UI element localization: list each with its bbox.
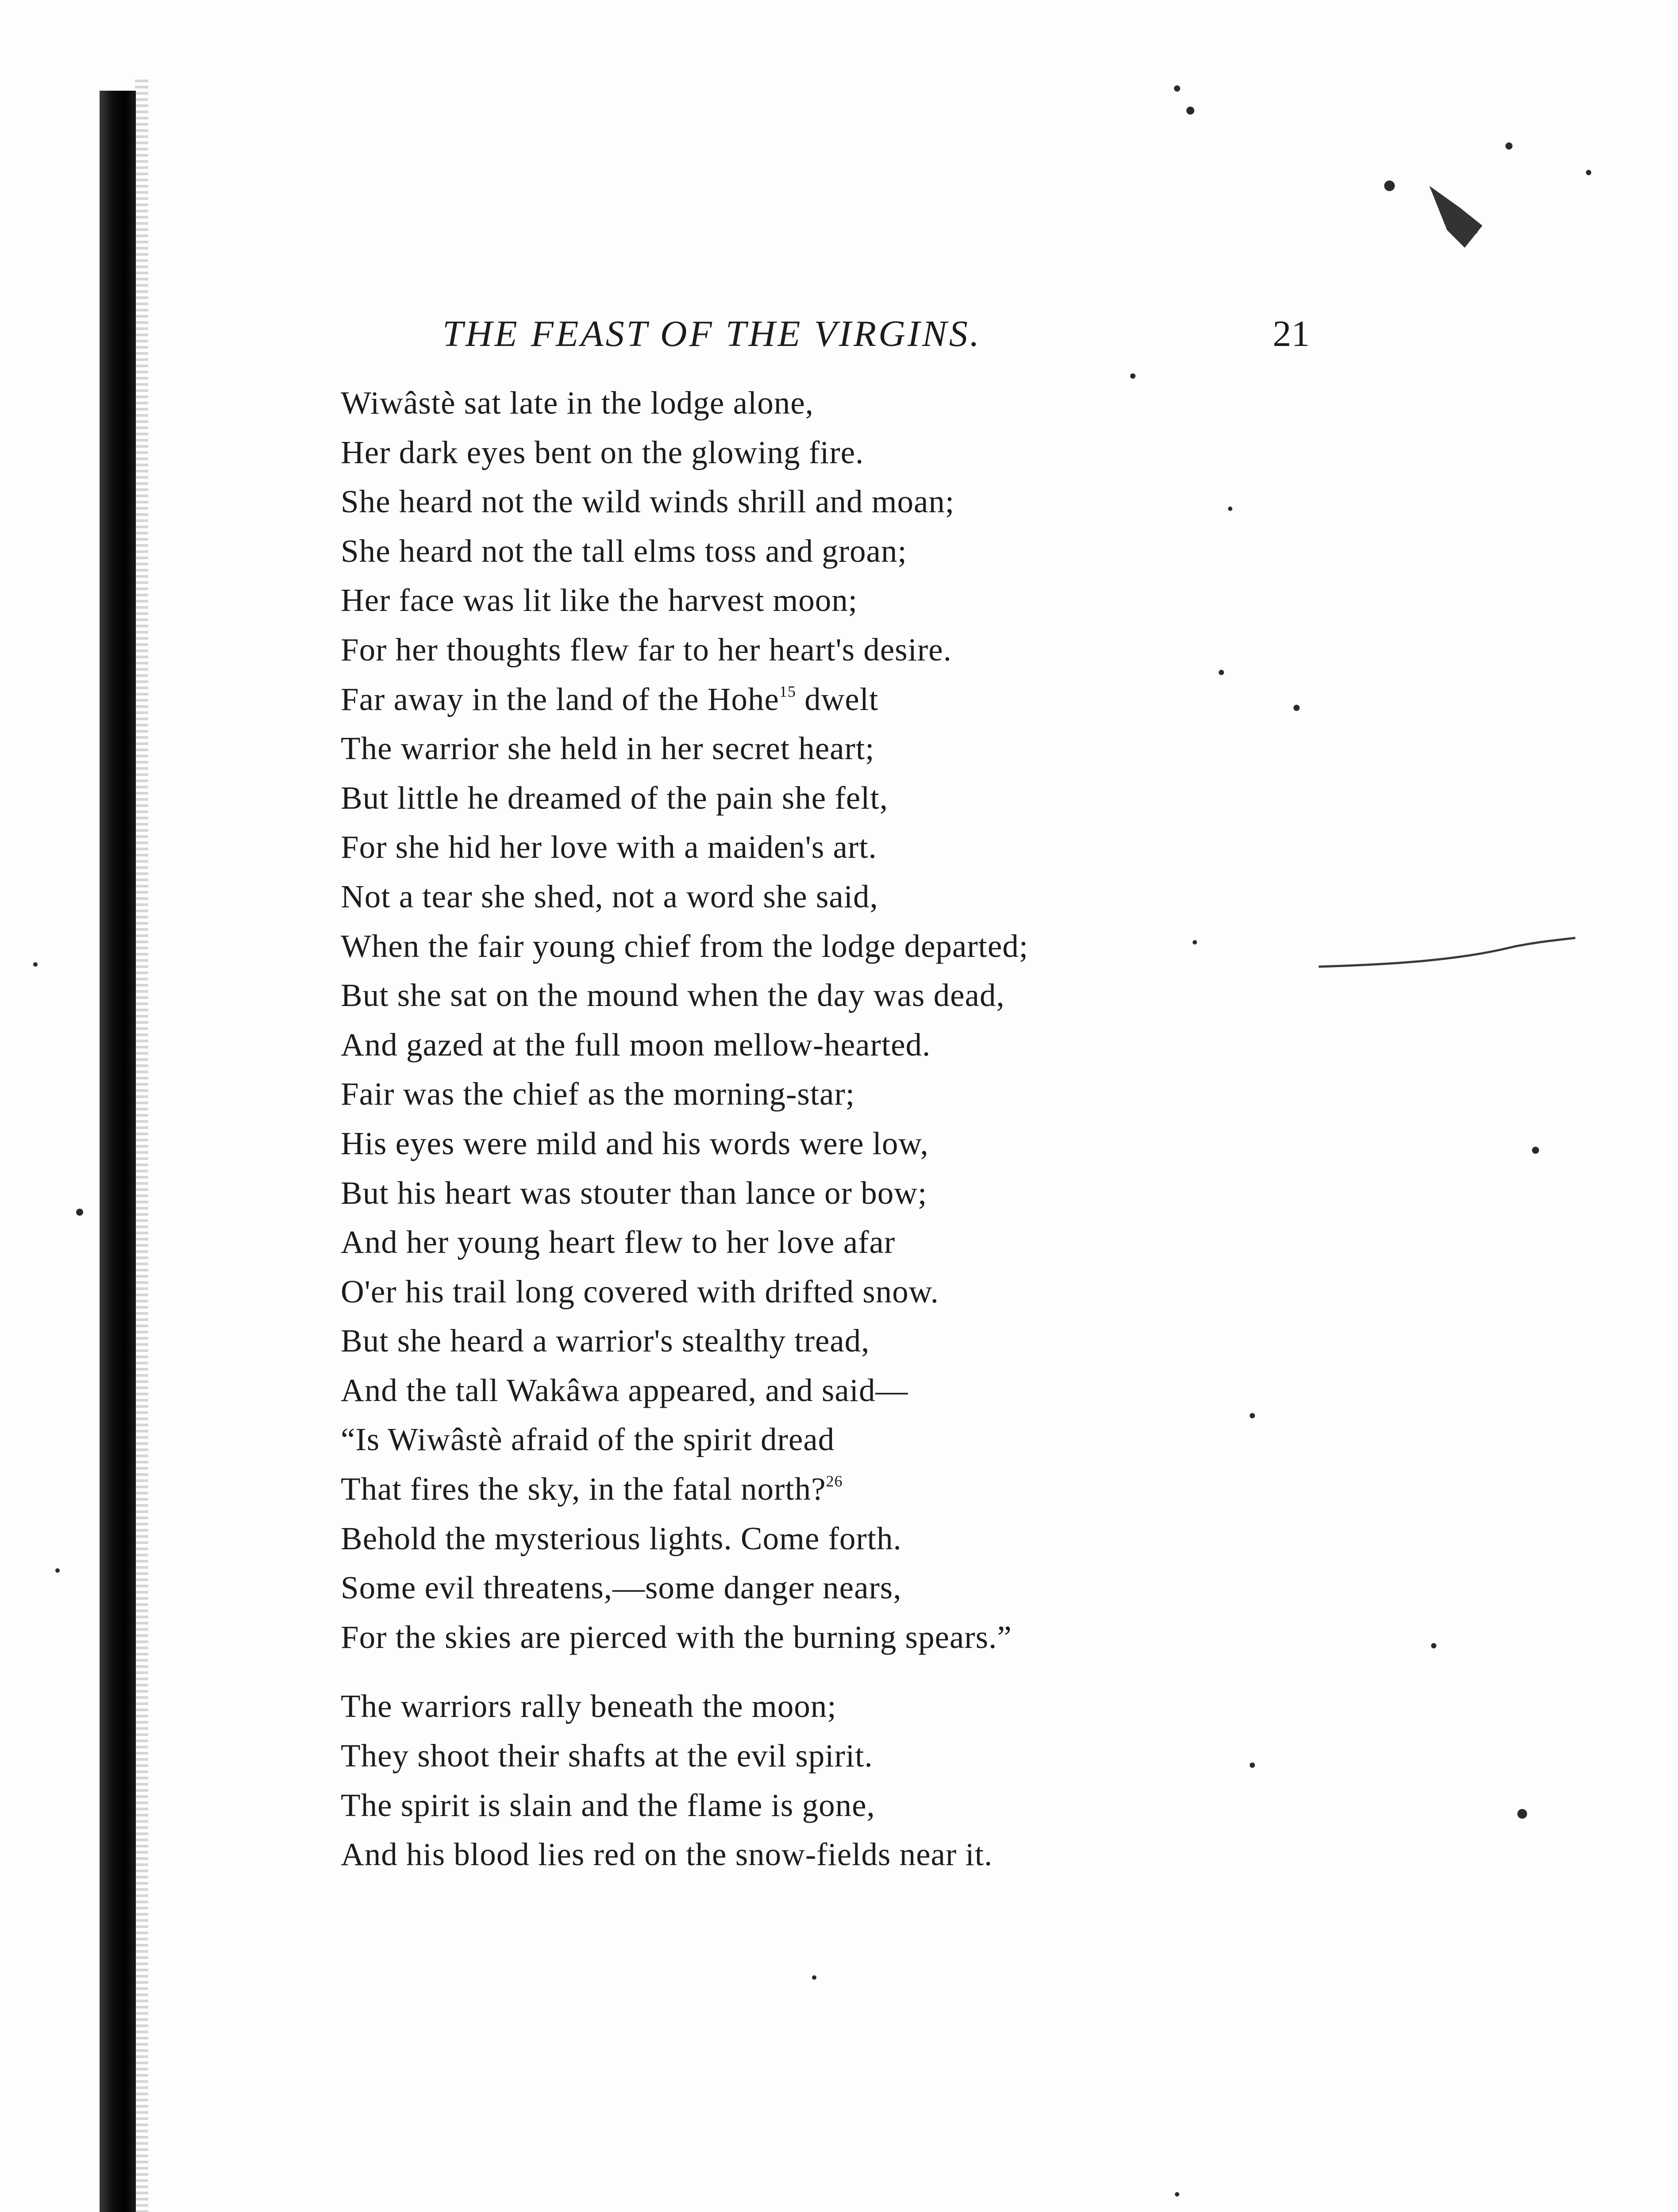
speck <box>76 1209 83 1216</box>
verse-text: The warrior she held in her secret heart; <box>341 730 875 767</box>
speck <box>1174 85 1180 92</box>
page-header <box>443 310 1310 358</box>
verse-line <box>341 1682 1226 1731</box>
verse-line <box>341 675 1226 724</box>
speck <box>55 1568 60 1573</box>
speck <box>1384 180 1395 191</box>
speck <box>1293 705 1300 711</box>
running-title: THE FEAST OF THE VIRGINS. <box>443 313 981 354</box>
verse-line <box>341 922 1226 971</box>
verse-text: And his blood lies red on the snow-fields near it. <box>341 1836 993 1873</box>
speck <box>1517 1809 1527 1819</box>
verse-line <box>341 625 1226 675</box>
verse-line <box>341 576 1226 625</box>
verse-line <box>341 1781 1226 1830</box>
verse-line <box>341 1613 1226 1662</box>
speck <box>1505 142 1513 150</box>
verse-line <box>341 526 1226 576</box>
verse-line <box>341 428 1226 477</box>
page-number: 21 <box>1273 313 1310 354</box>
verse-line <box>341 1366 1226 1415</box>
verse-line <box>341 1830 1226 1879</box>
speck <box>1586 170 1591 175</box>
verse-text: The spirit is slain and the flame is gone, <box>341 1787 875 1823</box>
verse-text: Some evil threatens,—some danger nears, <box>341 1570 902 1606</box>
speck <box>1250 1763 1255 1768</box>
speck <box>1175 2192 1179 2197</box>
poem-body <box>341 378 1226 1879</box>
verse-text: But she heard a warrior's stealthy tread, <box>341 1323 870 1359</box>
verse-text: For she hid her love with a maiden's art. <box>341 829 877 865</box>
verse-text: When the fair young chief from the lodge departed; <box>341 928 1029 964</box>
verse-line <box>341 378 1226 428</box>
verse-text: But his heart was stouter than lance or bow; <box>341 1175 928 1211</box>
verse-text: Far away in the land of the Hohe <box>341 681 779 717</box>
verse-line <box>341 1168 1226 1218</box>
verse-text: And gazed at the full moon mellow-hearted. <box>341 1026 931 1063</box>
verse-line <box>341 1267 1226 1317</box>
verse-line <box>341 1563 1226 1613</box>
verse-line <box>341 1119 1226 1168</box>
verse-text: For her thoughts flew far to her heart's desire. <box>341 631 952 668</box>
verse-text: His eyes were mild and his words were low, <box>341 1125 929 1161</box>
verse-text: Behold the mysterious lights. Come forth. <box>341 1520 902 1556</box>
verse-text: But little he dreamed of the pain she felt, <box>341 780 888 816</box>
verse-text: “Is Wiwâstè afraid of the spirit dread <box>341 1421 835 1458</box>
verse-text: She heard not the wild winds shrill and moan; <box>341 484 955 520</box>
footnote-reference: 15 <box>779 682 796 700</box>
verse-text: O'er his trail long covered with drifted snow. <box>341 1273 939 1310</box>
speck <box>1228 507 1232 511</box>
speck <box>1532 1147 1539 1154</box>
speck <box>812 1975 816 1980</box>
verse-line <box>341 1217 1226 1267</box>
verse-line <box>341 773 1226 823</box>
verse-text: They shoot their shafts at the evil spirit. <box>341 1738 873 1774</box>
verse-line <box>341 822 1226 872</box>
verse-text: For the skies are pierced with the burning spears.” <box>341 1619 1012 1655</box>
verse-text: Her face was lit like the harvest moon; <box>341 582 858 618</box>
stanza <box>341 378 1226 1662</box>
verse-line <box>341 1069 1226 1119</box>
verse-line <box>341 1731 1226 1781</box>
verse-text: Wiwâstè sat late in the lodge alone, <box>341 385 814 421</box>
verse-line <box>341 477 1226 526</box>
verse-text: And the tall Wakâwa appeared, and said— <box>341 1372 908 1408</box>
verse-text: But she sat on the mound when the day was dead, <box>341 977 1005 1014</box>
speck <box>33 962 38 967</box>
verse-line <box>341 1464 1226 1514</box>
speck <box>1186 107 1194 115</box>
stanza <box>341 1682 1226 1879</box>
verse-text: Her dark eyes bent on the glowing fire. <box>341 434 864 470</box>
ink-blot <box>1429 186 1482 248</box>
pencil-mark <box>1319 938 1575 967</box>
verse-line <box>341 724 1226 773</box>
verse-line <box>341 1415 1226 1464</box>
speck <box>1431 1643 1436 1648</box>
verse-text: Not a tear she shed, not a word she said, <box>341 878 878 914</box>
verse-text: She heard not the tall elms toss and groan; <box>341 533 907 569</box>
verse-text: That fires the sky, in the fatal north? <box>341 1471 826 1507</box>
verse-line <box>341 872 1226 922</box>
verse-line <box>341 971 1226 1020</box>
footnote-reference: 26 <box>826 1472 843 1490</box>
verse-line <box>341 1020 1226 1070</box>
verse-line <box>341 1514 1226 1563</box>
speck <box>1250 1413 1255 1418</box>
verse-line <box>341 1316 1226 1366</box>
verse-text: The warriors rally beneath the moon; <box>341 1688 837 1724</box>
verse-text: And her young heart flew to her love afar <box>341 1224 896 1260</box>
verse-text-continued: dwelt <box>796 681 879 717</box>
verse-text: Fair was the chief as the morning-star; <box>341 1076 855 1112</box>
